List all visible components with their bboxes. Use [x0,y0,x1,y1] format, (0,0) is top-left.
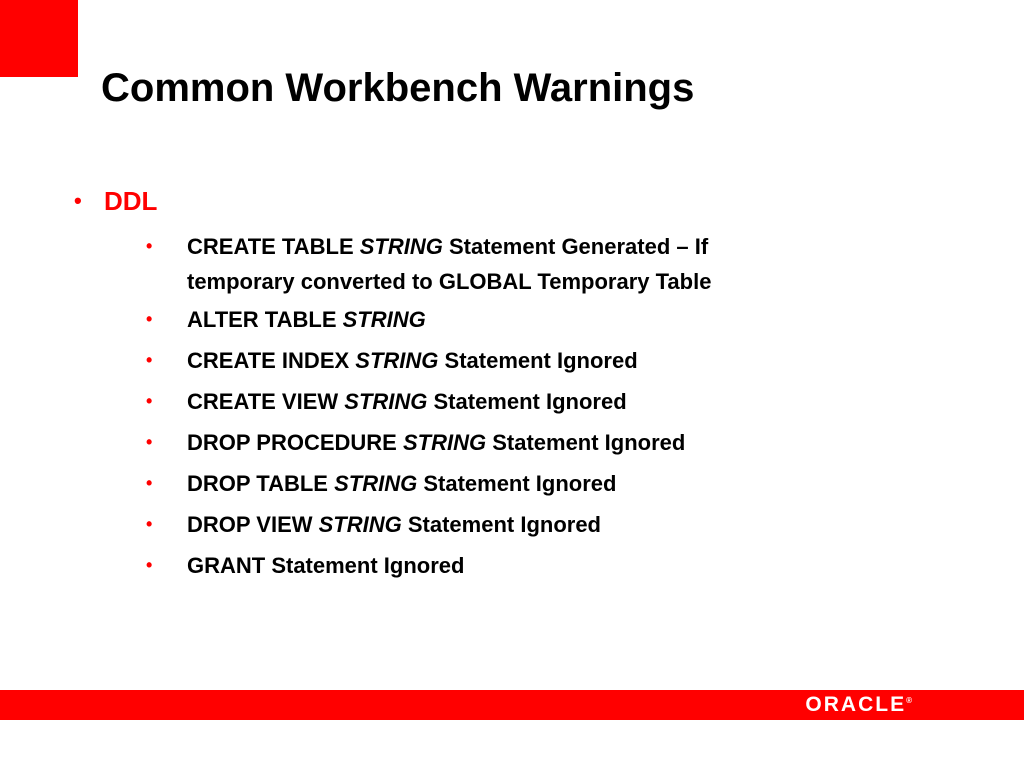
warning-text [187,548,887,583]
warning-keyword: STRING [344,389,428,414]
warning-keyword: STRING [318,512,402,537]
oracle-logo [805,690,912,720]
slide-title: Common Workbench Warnings [101,66,695,110]
warning-suffix: Statement Ignored [486,430,686,455]
registered-mark: ® [906,696,912,705]
bullet-icon: • [146,350,153,370]
bullet-icon: • [74,188,82,213]
warning-prefix: GRANT Statement Ignored [187,553,465,578]
corner-accent-block [0,0,78,77]
warning-prefix: CREATE VIEW [187,389,345,414]
warning-continuation: temporary converted to GLOBAL Temporary Table [187,269,712,294]
warning-text [187,229,887,299]
bullet-icon: • [146,514,153,534]
warning-keyword: STRING [359,234,443,259]
bullet-icon: • [146,473,153,493]
warning-prefix: ALTER TABLE [187,307,343,332]
warning-prefix: DROP PROCEDURE [187,430,403,455]
bullet-icon: • [146,432,153,452]
warning-keyword: STRING [355,348,439,373]
warning-suffix: Statement Generated – If [442,234,709,259]
section-label: DDL [104,186,158,216]
warning-keyword: STRING [402,430,487,455]
warning-prefix: CREATE INDEX [187,348,356,373]
warning-text [187,466,887,501]
warning-suffix: Statement Ignored [438,348,638,373]
oracle-logo-text: ORACLE [805,693,907,716]
warning-text [187,507,887,542]
warning-text [187,425,887,460]
bullet-icon: • [146,555,153,575]
bullet-icon: • [146,236,153,256]
warning-prefix: CREATE TABLE [187,234,360,259]
warning-prefix: DROP TABLE [187,471,335,496]
warning-text [187,343,887,378]
warning-suffix: Statement Ignored [401,512,601,537]
warning-prefix: DROP VIEW [187,512,319,537]
footer-bar [0,690,1024,720]
warning-suffix: Statement Ignored [427,389,627,414]
warning-keyword: STRING [342,307,426,332]
bullet-icon: • [146,391,153,411]
bullet-icon: • [146,309,153,329]
warning-suffix: Statement Ignored [417,471,617,496]
warning-keyword: STRING [334,471,418,496]
warning-text [187,384,887,419]
warning-text [187,302,887,337]
